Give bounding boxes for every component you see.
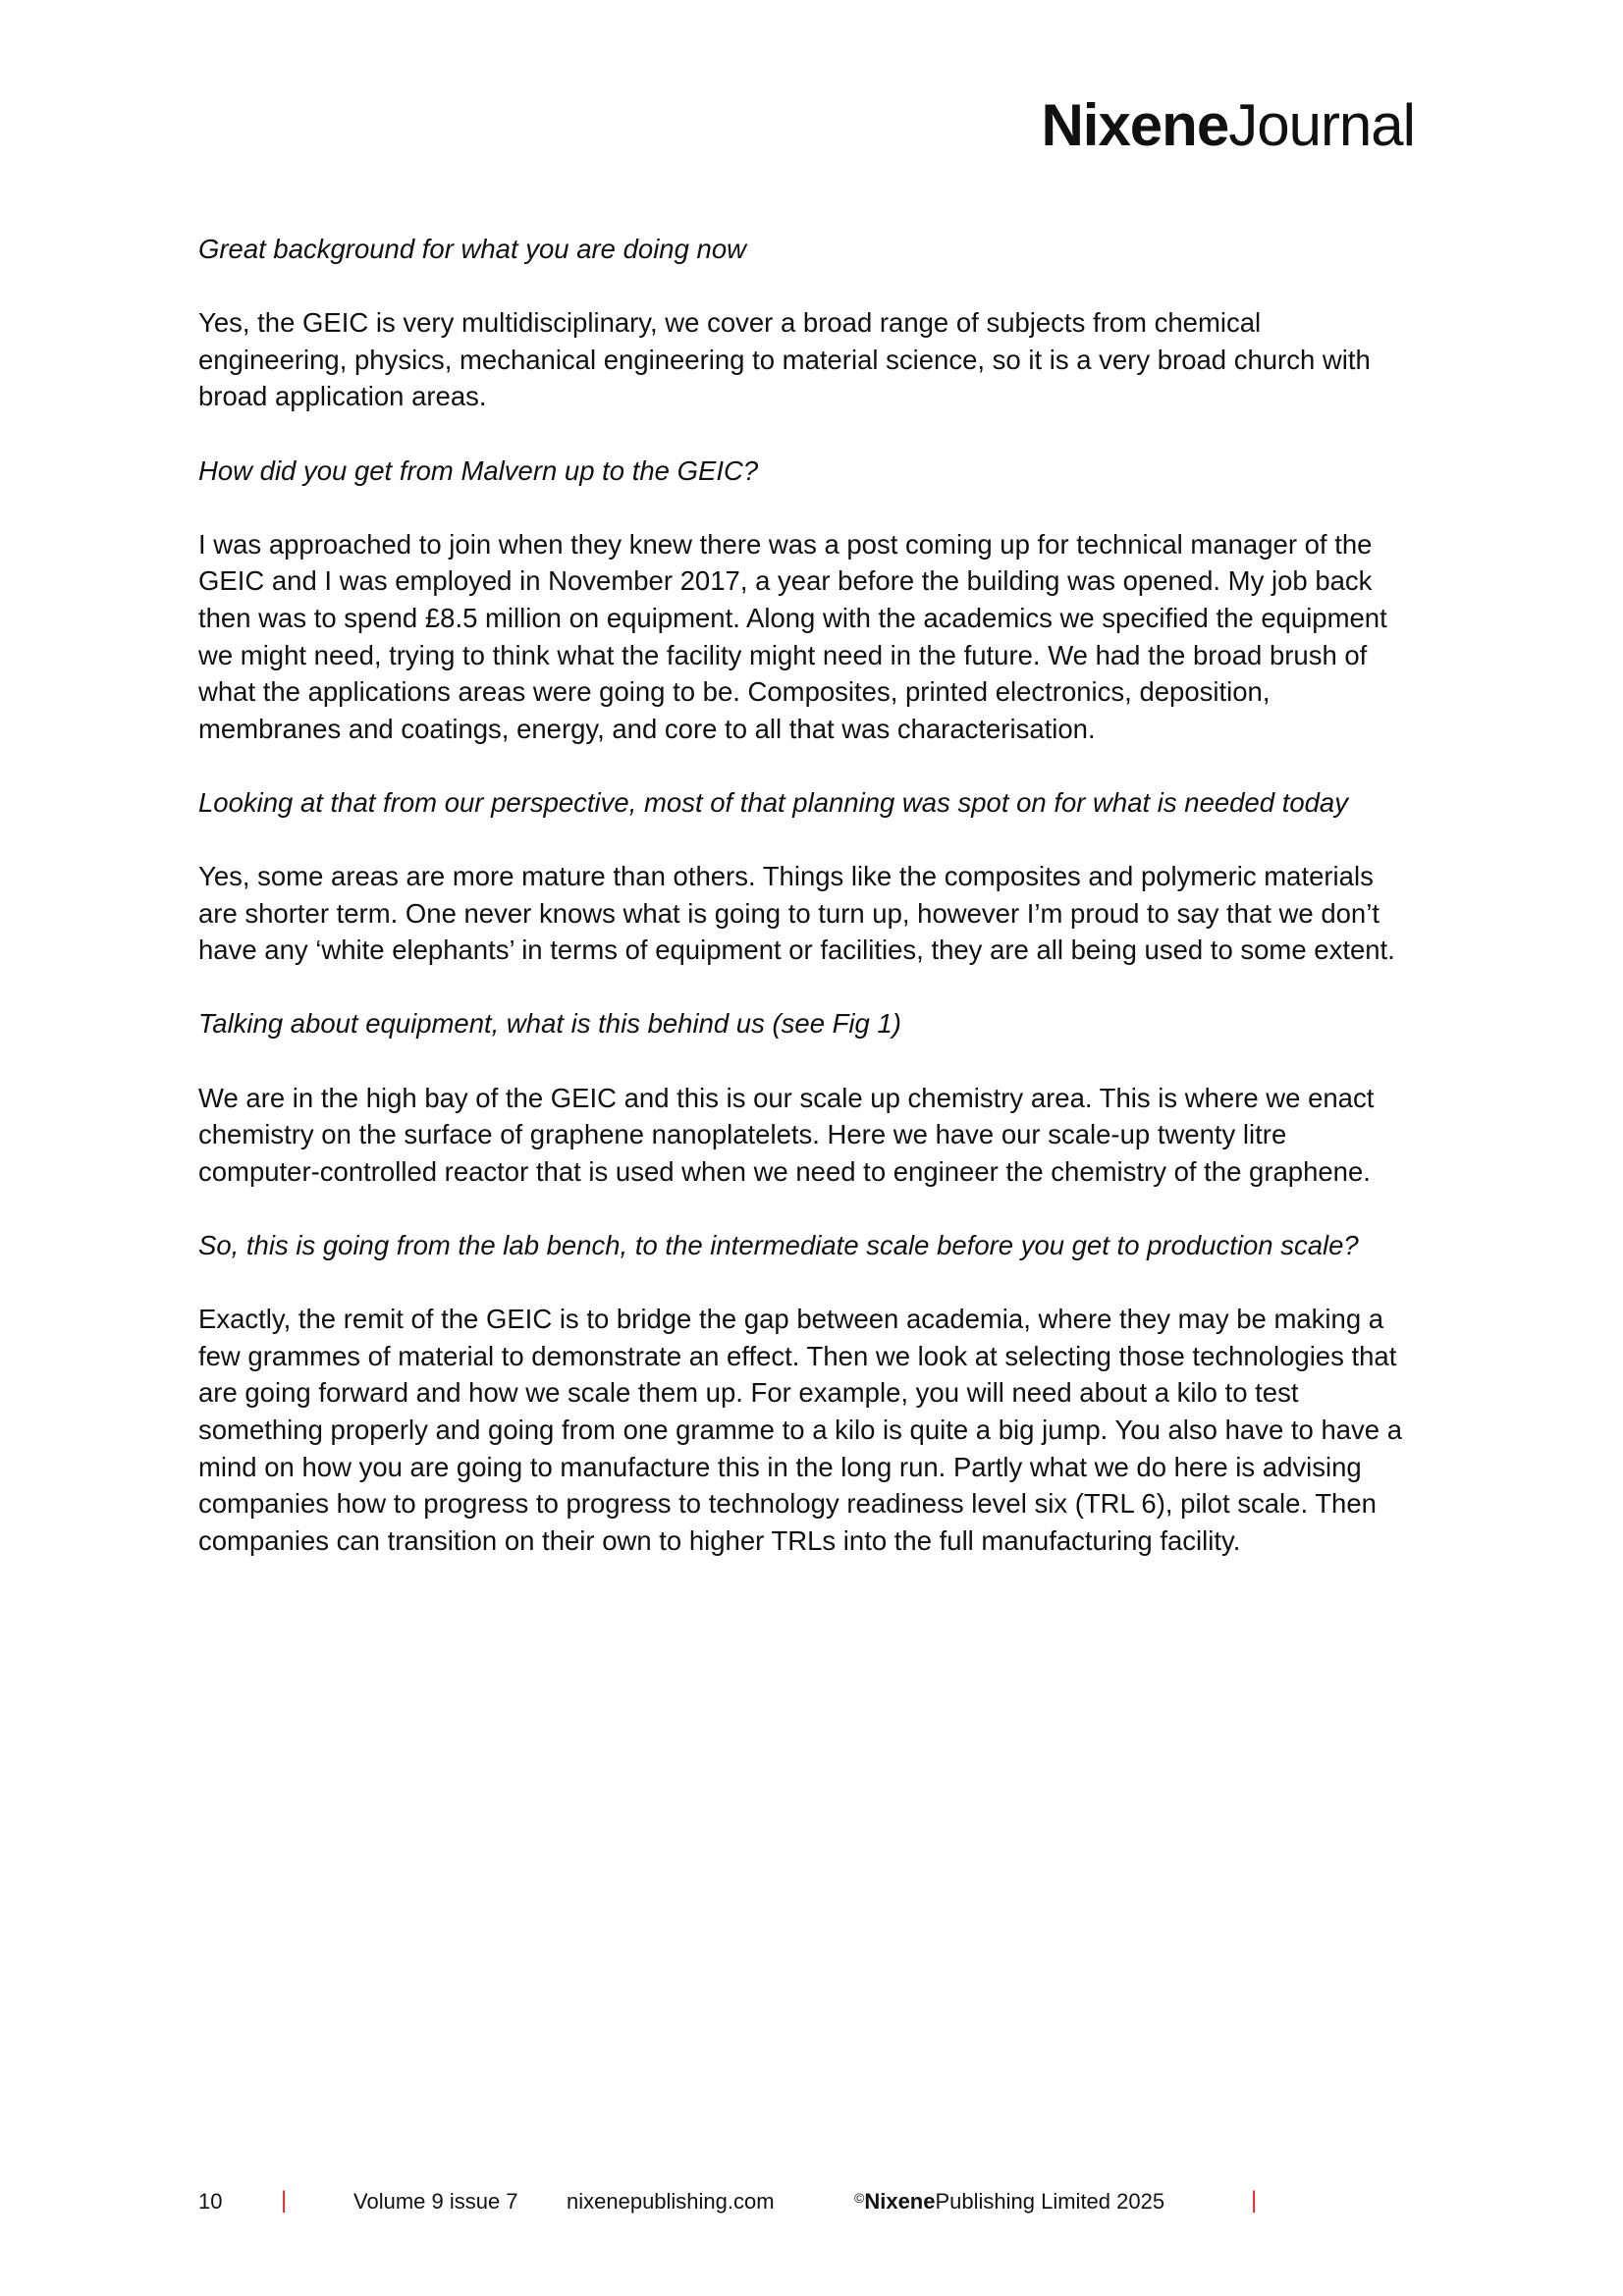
- interview-question: So, this is going from the lab bench, to the intermediate scale before you get to production scale?: [198, 1230, 1359, 1261]
- interview-answer: I was approached to join when they knew there was a post coming up for technical manager of the GEIC and I was employed in November 2017, a year before the building was opened. My job back then was to spend £8.5 million on equipment. Along with the academics we specified the equipment we might need, trying to think what the facility might need in the future. We had the broad brush of what the applications areas were going to be. Composites, printed electronics, deposition, membranes and coatings, energy, and core to all that was characterisation.: [198, 528, 1387, 744]
- interview-answer: Yes, some areas are more mature than others. Things like the composites and polymeric materials are shorter term. One never knows what is going to turn up, however I’m proud to say that we don’t have any ‘white elephants’ in terms of equipment or facilities, they are all being used to some extent.: [198, 861, 1395, 966]
- interview-question: Great background for what you are doing now: [198, 234, 746, 264]
- interview-answer: Exactly, the remit of the GEIC is to bridge the gap between academia, where they may be making a few grammes of material to demonstrate an effect. Then we look at selecting those technologies that are going forward and how we scale them up. For example, you will need about a kilo to test something properly and going from one gramme to a kilo is quite a big jump. You also have to have a mind on how you are going to manufacture this in the long run. Partly what we do here is advising companies how to progress to progress to technology readiness level six (TRL 6), pilot scale. Then companies can transition on their own to higher TRLs into the full manufacturing facility.: [198, 1304, 1403, 1556]
- interview-question: Talking about equipment, what is this behind us (see Fig 1): [198, 1008, 901, 1040]
- website-link[interactable]: nixenepublishing.com: [567, 2189, 775, 2214]
- footer-separator: |: [281, 2187, 288, 2214]
- copyright-symbol: ©: [854, 2190, 865, 2206]
- article-body: [198, 231, 1406, 1596]
- publisher-bold: Nixene: [864, 2189, 936, 2214]
- masthead-brand-light: Journal: [1228, 92, 1415, 158]
- interview-answer: Yes, the GEIC is very multidisciplinary, we cover a broad range of subjects from chemical engineering, physics, mechanical engineering to material science, so it is a very broad church with broad application areas.: [198, 307, 1371, 412]
- publisher-rest: Publishing Limited 2025: [935, 2189, 1165, 2214]
- footer-separator: |: [1251, 2187, 1258, 2214]
- masthead-brand-bold: Nixene: [1041, 92, 1229, 158]
- copyright-notice: [854, 2188, 1164, 2216]
- interview-answer: We are in the high bay of the GEIC and this is our scale up chemistry area. This is where we enact chemistry on the surface of graphene nanoplatelets. Here we have our scale-up twenty litre computer-controlled reactor that is used when we need to engineer the chemistry of the graphene.: [198, 1082, 1375, 1187]
- interview-question: How did you get from Malvern up to the GEIC?: [198, 454, 759, 486]
- volume-issue: Volume 9 issue 7: [353, 2189, 518, 2214]
- interview-question: Looking at that from our perspective, most of that planning was spot on for what is needed today: [198, 786, 1348, 818]
- page-number: 10: [198, 2189, 223, 2214]
- journal-masthead: [1041, 92, 1415, 158]
